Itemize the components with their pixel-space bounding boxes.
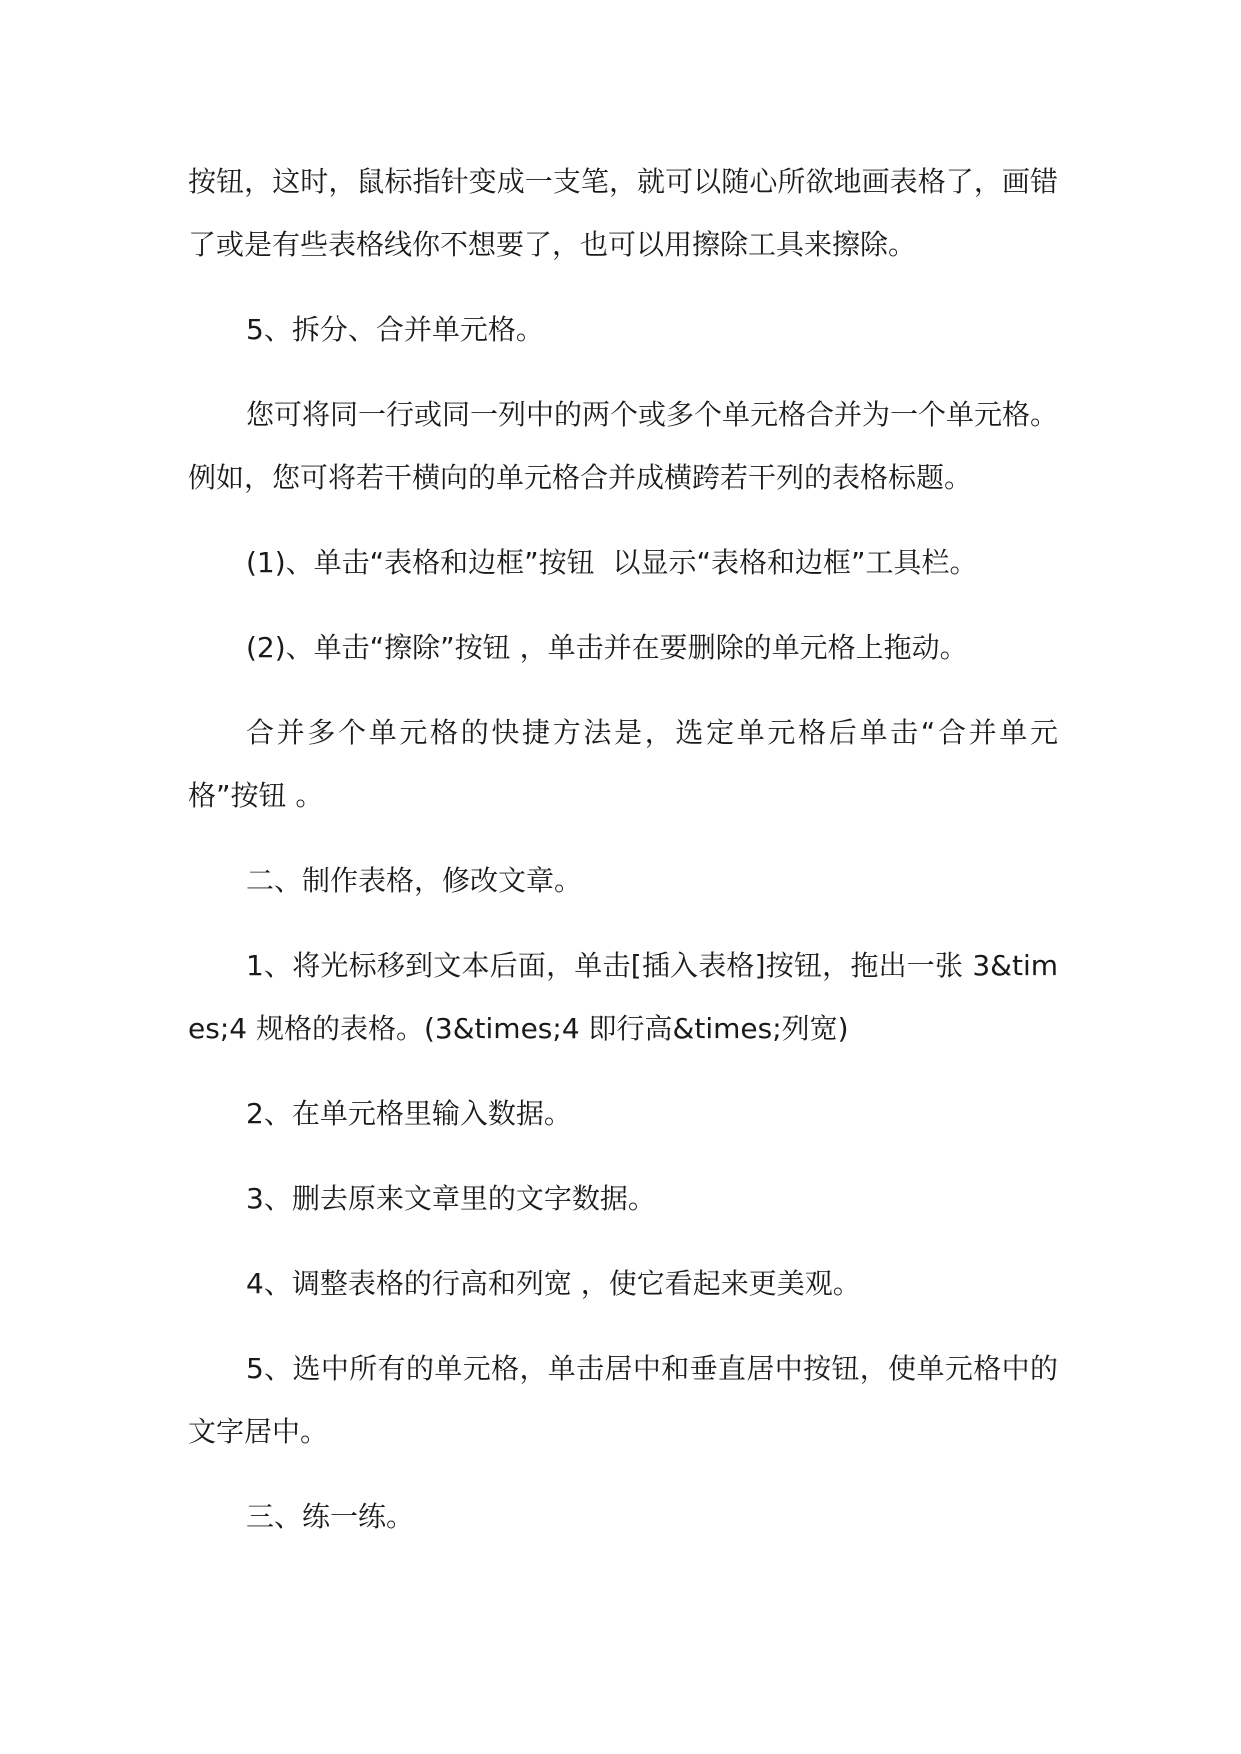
paragraph-section-2-heading: 二、制作表格，修改文章。 <box>246 864 583 897</box>
paragraph-split-merge-heading: 5、拆分、合并单元格。 <box>246 313 544 346</box>
paragraph-merge-shortcut: 合并多个单元格的快捷方法是，选定单元格后单击“合并单元格”按钮 。 <box>188 716 1058 812</box>
paragraph-delete-text: 3、删去原来文章里的文字数据。 <box>246 1182 656 1215</box>
paragraph-merge-description: 您可将同一行或同一列中的两个或多个单元格合并为一个单元格。例如，您可将若干横向的单元格合并成横跨若干列的表格标题。 <box>188 398 1059 494</box>
paragraph-drawing-table-continued: 按钮，这时，鼠标指针变成一支笔，就可以随心所欲地画表格了，画错了或是有些表格线你不想要了，也可以用擦除工具来擦除。 <box>188 165 1058 261</box>
paragraph-enter-data: 2、在单元格里输入数据。 <box>246 1097 572 1130</box>
document-body <box>188 150 1058 1570</box>
paragraph-insert-table: 1、将光标移到文本后面，单击[插入表格]按钮，拖出一张 3&times;4 规格的表格。(3&times;4 即行高&times;列宽) <box>188 949 1058 1045</box>
paragraph-center-cells: 5、选中所有的单元格，单击居中和垂直居中按钮，使单元格中的文字居中。 <box>188 1352 1058 1448</box>
paragraph-section-3-heading: 三、练一练。 <box>246 1500 415 1533</box>
paragraph-step-2: (2)、单击“擦除”按钮 ，单击并在要删除的单元格上拖动。 <box>246 631 968 664</box>
paragraph-step-1: (1)、单击“表格和边框”按钮 以显示“表格和边框”工具栏。 <box>246 546 978 579</box>
paragraph-adjust-size: 4、调整表格的行高和列宽 ，使它看起来更美观。 <box>246 1267 861 1300</box>
